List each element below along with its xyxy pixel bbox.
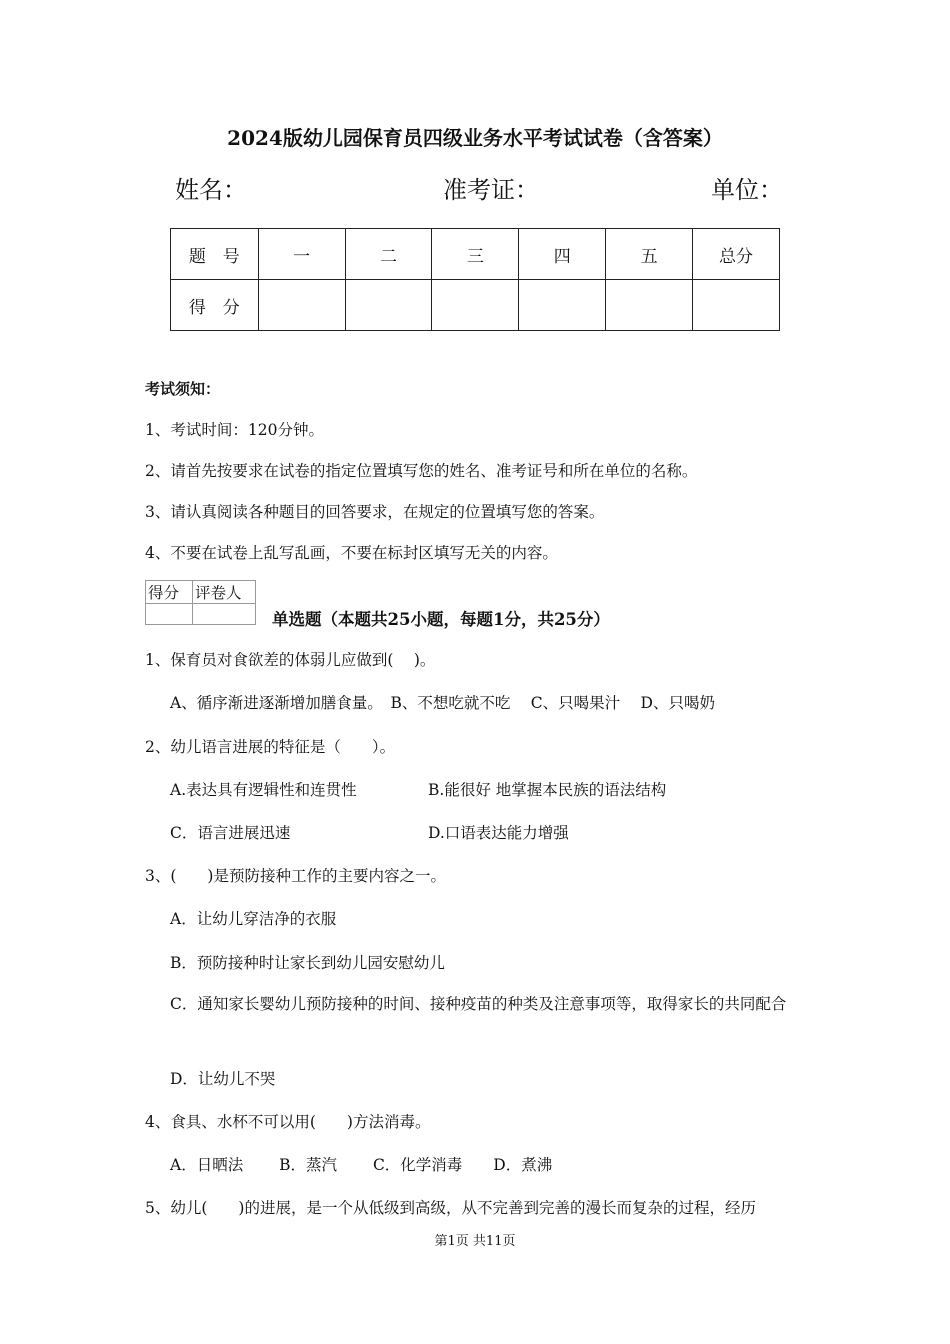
score-table-cell: 三 [432,229,519,280]
page-title: 2024版幼儿园保育员四级业务水平考试试卷（含答案） [227,126,723,150]
score-input-cell[interactable] [345,280,432,331]
grader-box-score-label: 得分 [146,581,193,604]
exam-id-label: 准考证： [443,176,539,204]
score-table-cell: 总分 [693,229,780,280]
question-option: A.表达具有逻辑性和连贯性 [170,781,357,799]
question-option: D.口语表达能力增强 [428,824,569,842]
question-stem: 4、食具、水杯不可以用( )方法消毒。 [145,1113,431,1131]
notice-item: 4、不要在试卷上乱写乱画，不要在标封区填写无关的内容。 [145,544,558,562]
question-stem: 5、幼儿( )的进展，是一个从低级到高级，从不完善到完善的漫长而复杂的过程，经历 [145,1199,756,1217]
score-table-cell: 二 [345,229,432,280]
score-input-cell[interactable] [519,280,606,331]
score-input-cell[interactable] [258,280,345,331]
page-footer: 第1页 共11页 [434,1234,516,1249]
grader-box-grader-label: 评卷人 [193,581,256,604]
score-input-cell[interactable] [693,280,780,331]
question-option: B．预防接种时让家长到幼儿园安慰幼儿 [170,954,445,972]
question-options: A．日晒法 B．蒸汽 C．化学消毒 D．煮沸 [170,1156,553,1174]
score-table-cell: 得 分 [171,280,259,331]
score-input-cell[interactable] [606,280,693,331]
score-table-header-row [171,229,780,280]
grader-box-score-cell[interactable] [146,604,193,625]
notice-heading: 考试须知： [145,380,221,398]
score-table-cell: 题 号 [171,229,259,280]
score-table-cell: 四 [519,229,606,280]
question-option: A．让幼儿穿洁净的衣服 [170,910,337,928]
grader-box [145,580,256,625]
score-table [170,228,780,331]
name-label: 姓名： [175,176,247,204]
question-stem: 3、( )是预防接种工作的主要内容之一。 [145,867,446,885]
question-options: A、循序渐进逐渐增加膳食量。 B、不想吃就不吃 C、只喝果汁 D、只喝奶 [170,694,715,712]
score-table-score-row [171,280,780,331]
grader-box-grader-cell[interactable] [193,604,256,625]
notice-item: 1、考试时间：120分钟。 [145,421,324,439]
question-option: B.能很好 地掌握本民族的语法结构 [428,781,667,799]
question-option: C．通知家长婴幼儿预防接种的时间、接种疫苗的种类及注意事项等，取得家长的共同配合 [170,995,787,1013]
question-stem: 1、保育员对食欲差的体弱儿应做到( )。 [145,651,436,669]
notice-item: 3、请认真阅读各种题目的回答要求，在规定的位置填写您的答案。 [145,503,605,521]
score-table-cell: 一 [258,229,345,280]
question-stem: 2、幼儿语言进展的特征是（ ）。 [145,738,396,756]
unit-label: 单位： [711,176,783,204]
score-table-cell: 五 [606,229,693,280]
notice-item: 2、请首先按要求在试卷的指定位置填写您的姓名、准考证号和所在单位的名称。 [145,462,698,480]
section-title: 单选题（本题共25小题，每题1分，共25分） [272,610,610,629]
question-option: C．语言进展迅速 [170,824,291,842]
question-option: D．让幼儿不哭 [170,1070,276,1088]
score-input-cell[interactable] [432,280,519,331]
